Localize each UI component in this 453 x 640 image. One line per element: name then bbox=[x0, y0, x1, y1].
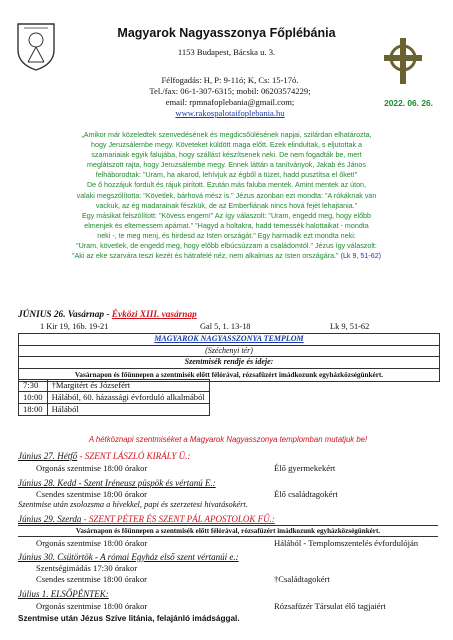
day-date: Június 29. Szerda bbox=[18, 514, 82, 524]
mass-line: Orgonás szentmise 18:00 órakor bbox=[36, 601, 148, 611]
day-heading-jul1 bbox=[18, 589, 109, 599]
after-mass-note: Szentmise után zsolozsma a hívekkel, papi és szerzetesi hivatásokért. bbox=[18, 500, 248, 509]
mass-intention: Élő gyermekekért bbox=[274, 463, 336, 473]
adoration-line: Szentségimádás 17:30 órakor bbox=[36, 563, 138, 573]
email-line: email: rpmnafoplebania@gmail.com; bbox=[165, 97, 295, 107]
church-subtitle: (Széchenyi tér) bbox=[19, 346, 439, 358]
gospel-line: "Uram, követlek, de engedd meg, hogy előbb elbúcsúzzam a családomtól." Jézus így válaszolt: bbox=[76, 242, 377, 251]
church-name: MAGYAROK NAGYASSZONYA TEMPLOM bbox=[19, 334, 439, 346]
table-row bbox=[19, 392, 210, 404]
gospel-line: elmenjek és eltemessem apámat." "Hagyd a holtakra, hadd temessék halottaikat - mondta bbox=[84, 221, 369, 230]
gospel-line: Egy másikat felszólított: "Kövess engem!" Az így válaszolt: "Uram, engedd meg, hogy előbb bbox=[81, 211, 371, 220]
table-row bbox=[19, 380, 210, 392]
feast-name: - SZENT PÉTER ÉS SZENT PÁL APOSTOLOK FŰ.: bbox=[81, 514, 275, 524]
feast-name: - SZENT LÁSZLÓ KIRÁLY Ü.: bbox=[77, 451, 191, 461]
reading-second: Gal 5, 1. 13-18 bbox=[200, 322, 251, 331]
gospel-line: valaki megszólította: "Követlek, bárhová mész is." Jézus azonban ezt mondta: "A rókáknak van bbox=[76, 191, 377, 200]
parish-title: Magyarok Nagyasszonya Főplébánia bbox=[117, 26, 336, 40]
table-row bbox=[19, 404, 210, 416]
phone-line: Tel./fax: 06-1-307-6315; mobil: 06203574229; bbox=[149, 86, 311, 96]
gospel-line: "Aki az eke szarvára teszi kezét és hátrafelé néz, nem alkalmas az Isten országára." bbox=[71, 252, 339, 261]
gospel-line bbox=[16, 251, 437, 261]
mass-intention: Élő családtagokért bbox=[274, 489, 338, 499]
after-mass-note: Szentmise után Jézus Szíve litánia, felajánló imádsággal. bbox=[18, 614, 240, 623]
mass-order-title: Szentmisék rendje és ideje: bbox=[19, 357, 439, 369]
website-link[interactable]: www.rakospalotaifoplebania.hu bbox=[175, 108, 285, 118]
reading-gospel: Lk 9, 51-62 bbox=[330, 322, 370, 331]
mass-intention: Hálából, 60. házassági évforduló alkalmából bbox=[47, 392, 209, 404]
gospel-line: neki -, te meg menj, és hirdesd az Isten országát." Egy harmadik ezt mondta neki: bbox=[97, 231, 356, 240]
mass-intention: Hálából - Templomszentelés évfordulóján bbox=[274, 538, 419, 548]
gospel-reference: (Lk 9, 51-62) bbox=[340, 252, 382, 261]
mass-line: Csendes szentmise 18:00 órakor bbox=[36, 574, 147, 584]
day-heading-jun29 bbox=[18, 514, 275, 524]
gospel-line: vackuk, az ég madarainak fészkük, de az Emberfiának nincs hová fejét lehajtania." bbox=[95, 201, 358, 210]
bulletin-date: 2022. 06. 26. bbox=[384, 98, 433, 108]
mass-intention: †Margitért és Józsefért bbox=[47, 380, 209, 392]
gospel-line: szamariaiak egyik falujába, hogy szállást készítsenek neki. De nem fogadták be, mert bbox=[91, 151, 362, 160]
mass-time: 7:30 bbox=[19, 380, 48, 392]
sunday-heading bbox=[18, 310, 197, 320]
gospel-line: De ő hozzájuk fordult és rájuk pirított. Ezután más faluba mentek. Amint mentek az úton, bbox=[86, 181, 367, 190]
church-box bbox=[18, 333, 440, 382]
sunday-name: Évközi XIII. vasárnap bbox=[111, 310, 197, 320]
rosary-notice: Vasárnapon és főünnepen a szentmisék előtt félórával, rózsafüzért imádkozunk egyházközségünkért. bbox=[18, 525, 438, 537]
mass-line: Csendes szentmise 18:00 órakor bbox=[36, 489, 147, 499]
mass-intention: Hálából bbox=[47, 404, 209, 416]
day-heading-jun30 bbox=[18, 552, 239, 562]
weekday-note: A hétköznapi szentmiséket a Magyarok Nagyasszonya templomban mutatjuk be! bbox=[88, 435, 368, 444]
day-date: Július 1. ELSŐPÉNTEK: bbox=[18, 589, 109, 599]
parish-address: 1153 Budapest, Bácska u. 3. bbox=[177, 47, 276, 57]
gospel-line: felháborodtak: "Uram, ha akarod, lehívjuk az égből a tüzet, hadd pusztítsa el őket!" bbox=[95, 171, 358, 180]
mass-time: 18:00 bbox=[19, 404, 48, 416]
mass-line: Orgonás szentmise 18:00 órakor bbox=[36, 538, 148, 548]
day-heading-jun27 bbox=[18, 451, 190, 461]
mass-time: 10:00 bbox=[19, 392, 48, 404]
day-date: Június 27. Hétfő bbox=[18, 451, 78, 461]
contact-block bbox=[70, 75, 390, 119]
parish-logo-icon bbox=[14, 20, 58, 72]
day-date: Június 30. Csütörtök - A római Egyház első szent vértanúi e.: bbox=[18, 552, 239, 562]
day-heading-jun28 bbox=[18, 478, 216, 488]
mass-intention: †Családtagokért bbox=[274, 574, 330, 584]
rosary-notice: Vasárnapon és főünnepen a szentmisék előtt félórával, rózsafüzért imádkozunk egyházközségünkért. bbox=[74, 370, 384, 379]
reading-first: 1 Kir 19, 16b. 19-21 bbox=[40, 322, 109, 331]
gospel-line: meglátszott rajta, hogy Jeruzsálembe megy. Ennek láttán a tanítványok, Jakab és János bbox=[87, 161, 366, 170]
office-hours: Félfogadás: H, P: 9-11ó; K, Cs: 15-17ó. bbox=[161, 75, 299, 85]
gospel-text bbox=[16, 130, 437, 261]
mass-line: Orgonás szentmise 18:00 órakor bbox=[36, 463, 148, 473]
sunday-date: JÚNIUS 26. Vasárnap - bbox=[18, 310, 112, 320]
day-date: Június 28. Kedd - Szent Iréneusz püspök és vértanú E.: bbox=[18, 478, 216, 488]
mass-intention: Rózsafüzér Társulat élő tagjaiért bbox=[274, 601, 386, 611]
gospel-line: „Amikor már közeledtek szenvedésének és megdicsőülésének napjai, szilárdan elhatározta, bbox=[81, 131, 372, 139]
gospel-line: hogy Jeruzsálembe megy. Követeket küldött maga előtt. Ezek elindultak, s eljutottak a bbox=[91, 141, 362, 150]
mass-schedule-table bbox=[18, 379, 210, 416]
